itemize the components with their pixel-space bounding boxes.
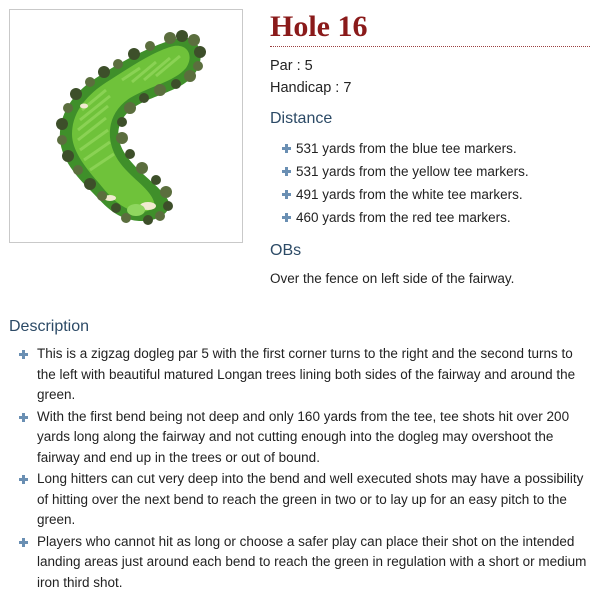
description-text: With the first bend being not deep and only 160 yards from the tee, tee shots hit over 200 yards long along the fairway and not cutting enough into the dogleg may overshoot the fairway and end up in the trees or out of bound. <box>37 408 570 465</box>
plus-bullet-icon <box>282 190 291 199</box>
description-text: Long hitters can cut very deep into the bend and well executed shots may have a possibility of hitting over the next bend to reach the green in two or to lay up for an easy pitch to the green. <box>37 471 584 527</box>
description-list <box>9 344 594 594</box>
distance-text: 491 yards from the white tee markers. <box>296 187 523 202</box>
hole-layout-illustration <box>10 10 242 242</box>
handicap-value: Handicap : 7 <box>270 80 352 96</box>
obs-heading: OBs <box>270 242 302 259</box>
plus-bullet-icon <box>19 413 28 422</box>
description-heading: Description <box>9 318 90 335</box>
hole-info-panel <box>270 10 590 289</box>
distance-text: 531 yards from the blue tee markers. <box>296 141 517 156</box>
plus-bullet-icon <box>282 167 291 176</box>
bunker <box>80 104 88 109</box>
plus-bullet-icon <box>282 213 291 222</box>
plus-bullet-icon <box>19 350 28 359</box>
green <box>127 204 145 216</box>
description-text: Players who cannot hit as long or choose a safer play can place their shot on the intended landing areas just around each bend to reach the green in regulation with a short or medium iron third shot. <box>37 533 587 590</box>
obs-text: Over the fence on left side of the fairway. <box>270 271 515 286</box>
par-value: Par : 5 <box>270 58 313 74</box>
list-item <box>270 137 590 160</box>
distance-text: 531 yards from the yellow tee markers. <box>296 164 529 179</box>
description-text: This is a zigzag dogleg par 5 with the first corner turns to the right and the second turns to the left with beautiful matured Longan trees lining both sides of the fairway and around the green. <box>37 346 576 402</box>
list-item <box>9 407 594 469</box>
plus-bullet-icon <box>282 144 291 153</box>
list-item <box>9 532 594 594</box>
list-item <box>270 206 590 229</box>
hole-layout-image <box>9 9 243 243</box>
list-item <box>9 344 594 406</box>
distance-text: 460 yards from the red tee markers. <box>296 210 511 225</box>
list-item <box>270 160 590 183</box>
plus-bullet-icon <box>19 538 28 547</box>
page-title: Hole 16 <box>270 10 590 47</box>
distance-heading: Distance <box>270 110 333 127</box>
distance-list <box>270 137 590 229</box>
plus-bullet-icon <box>19 475 28 484</box>
list-item <box>270 183 590 206</box>
list-item <box>9 469 594 531</box>
